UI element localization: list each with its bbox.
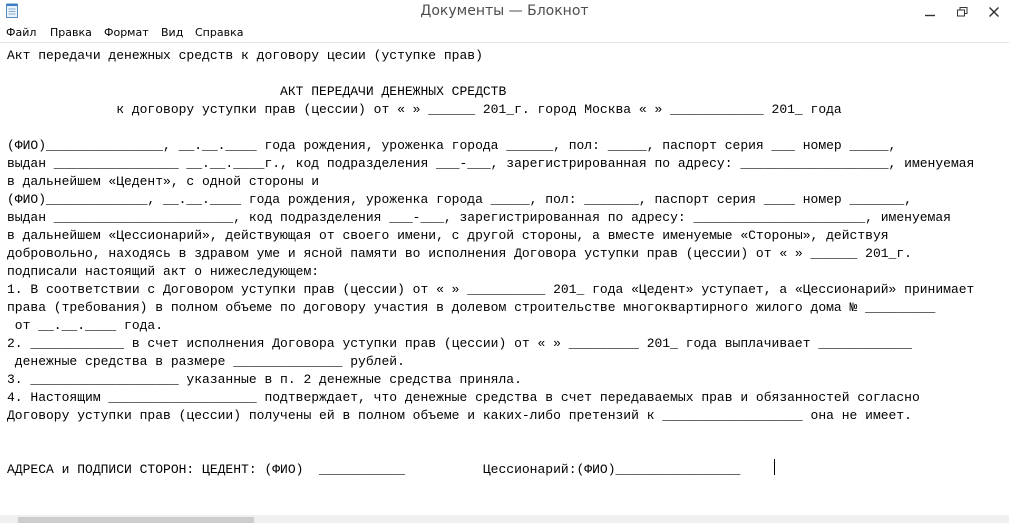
restore-icon [957, 2, 968, 21]
text-line: АДРЕСА и ПОДПИСИ СТОРОН: ЦЕДЕНТ: (ФИО) ___________ Цессионарий:(ФИО)________________ [7, 462, 741, 477]
text-line: (ФИО)_____________, __.__.____ года рождения, уроженка города _____, пол: _______, паспорт серия ____ номер _______, [7, 192, 912, 207]
close-button[interactable] [980, 0, 1008, 22]
text-line: (ФИО)_______________, __.__.____ года рождения, уроженка города ______, пол: _____, паспорт серия ___ номер _____, [7, 138, 897, 153]
text-line: 2. ____________ в счет исполнения Договора уступки прав (цессии) от « » _________ 201_ года выплачивает ____________ [7, 336, 912, 351]
menu-view[interactable]: Вид [161, 26, 184, 39]
text-line: АКТ ПЕРЕДАЧИ ДЕНЕЖНЫХ СРЕДСТВ [7, 84, 507, 99]
text-line: в дальнейшем «Цедент», с одной стороны и [7, 174, 320, 189]
text-editor[interactable] [0, 43, 1009, 515]
text-line: Договору уступки прав (цессии) получены ей в полном объеме и каких-либо претензий к __________________ она не имеет. [7, 408, 912, 423]
menu-help[interactable]: Справка [195, 26, 244, 39]
menu-format[interactable]: Формат [104, 26, 149, 39]
scrollbar-thumb[interactable] [18, 517, 254, 523]
menu-bar [0, 22, 1009, 43]
text-line: права (требования) в полном объеме по договору участия в долевом строительстве многоквартирного жилого дома № _________ [7, 300, 936, 315]
text-line: подписали настоящий акт о нижеследующем: [7, 264, 320, 279]
menu-edit[interactable]: Правка [50, 26, 92, 39]
close-icon [989, 2, 999, 21]
text-caret [774, 459, 775, 475]
text-line: выдан _______________________, код подразделения ___-___, зарегистрированная по адресу: ______________________, именуемая [7, 210, 951, 225]
text-line: 4. Настоящим ___________________ подтверждает, что денежные средства в счет передаваемых прав и обязанностей согласно [7, 390, 920, 405]
minimize-button[interactable] [916, 0, 944, 22]
title-bar[interactable] [0, 0, 1009, 22]
window-title: Документы — Блокнот [420, 3, 589, 19]
horizontal-scrollbar[interactable] [0, 515, 1009, 523]
text-line: добровольно, находясь в здравом уме и ясной памяти во исполнения Договора уступки прав (цессии) от « » ______ 201_г. [7, 246, 912, 261]
menu-file[interactable]: Файл [6, 26, 37, 39]
text-line: денежные средства в размере ______________ рублей. [7, 354, 405, 369]
minimize-icon [925, 2, 935, 21]
text-line: в дальнейшем «Цессионарий», действующая от своего имени, с другой стороны, а вместе именуемые «Стороны», действуя [7, 228, 889, 243]
text-line: выдан ________________ __.__.____г., код подразделения ___-___, зарегистрированная по адресу: ___________________, именуемая [7, 156, 975, 171]
maximize-button[interactable] [948, 0, 976, 22]
text-line: Акт передачи денежных средств к договору цесии (уступке прав) [7, 48, 483, 63]
text-line: к договору уступки прав (цессии) от « » ______ 201_г. город Москва « » ____________ 201_ года [7, 102, 842, 117]
text-line: 1. В соответствии с Договором уступки прав (цессии) от « » __________ 201_ года «Цедент» уступает, а «Цессионарий» принимает [7, 282, 975, 297]
text-line: от __.__.____ года. [7, 318, 164, 333]
text-line: 3. ___________________ указанные в п. 2 денежные средства приняла. [7, 372, 522, 387]
